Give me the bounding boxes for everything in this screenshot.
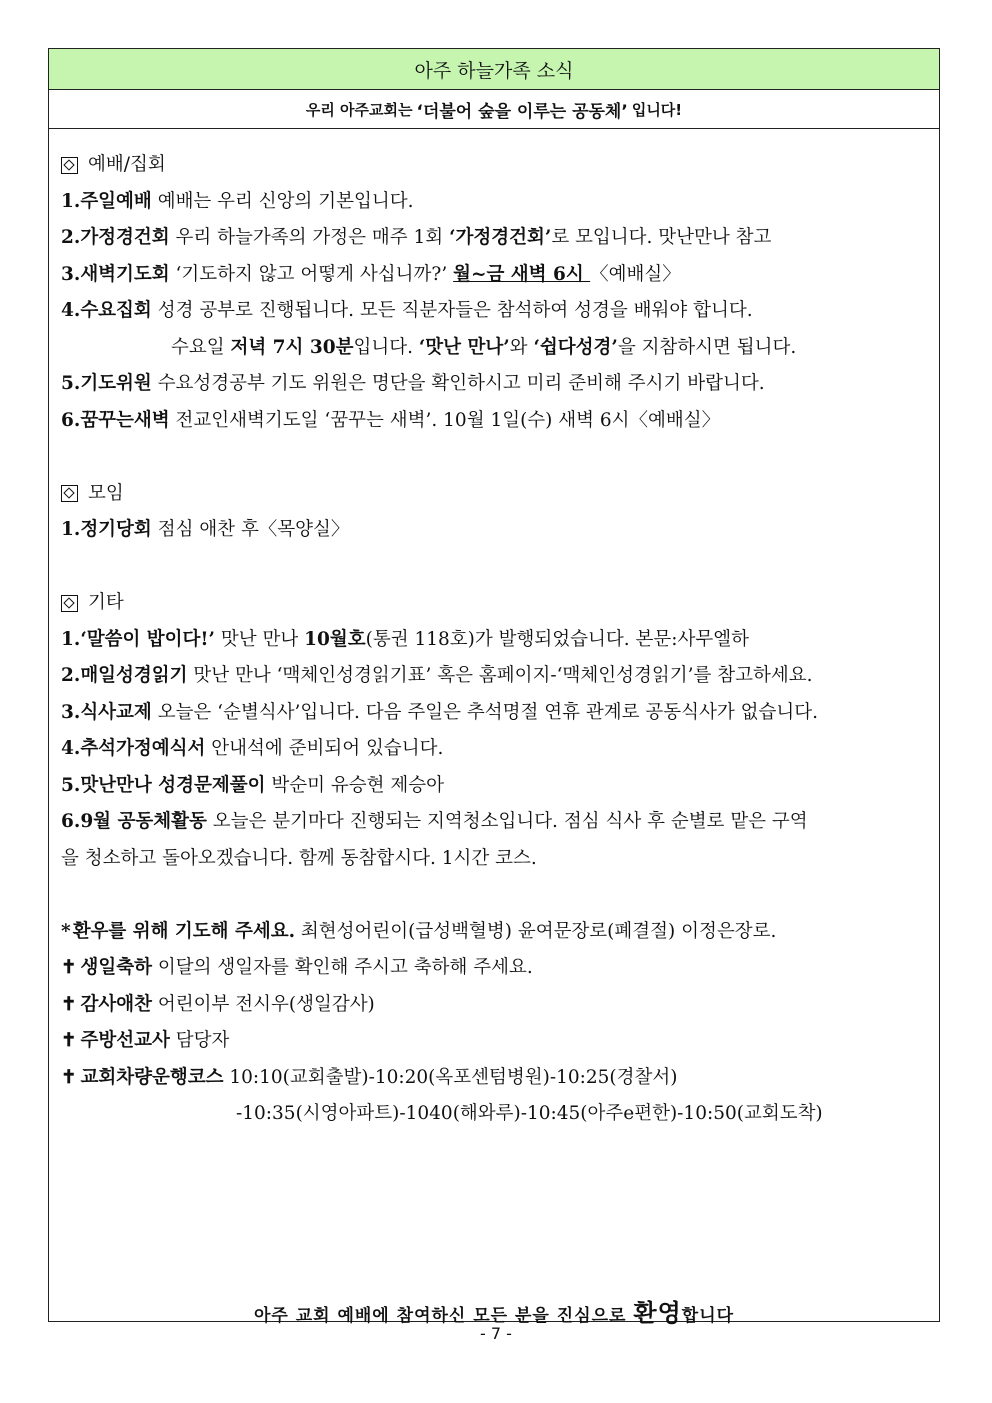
section-meeting-heading (61, 476, 927, 513)
prayer-request (61, 914, 927, 951)
item-label: 3.새벽기도회 (61, 263, 170, 285)
shuttle-course-continued (61, 1096, 927, 1133)
item-emphasis: 월~금 새벽 6시 (453, 263, 591, 285)
item-text: 성경 공부로 진행됩니다. 모든 직분자들은 참석하여 성경을 배워야 합니다. (151, 300, 753, 321)
cross-icon: ✝ (61, 1030, 77, 1051)
etc-item-6 (61, 804, 927, 841)
item-label: 4.수요집회 (61, 300, 152, 321)
birthday-note (61, 950, 927, 987)
worship-item-2 (61, 220, 927, 257)
item-label: 생일축하 (80, 957, 152, 978)
etc-item-6-continued (61, 841, 927, 878)
kitchen-mission-note (61, 1023, 927, 1060)
item-text: 와 (509, 336, 534, 358)
item-label: 6.9월 공동체활동 (61, 811, 207, 832)
item-label: 1.주일예배 (61, 190, 152, 212)
meeting-item-1 (61, 512, 927, 549)
item-label: 4.추석가정예식서 (61, 738, 206, 759)
diamond-box-icon (61, 157, 78, 174)
asterisk-icon: * (61, 920, 71, 942)
item-label: 1.‘말씀이 밥이다!’ (61, 628, 215, 650)
etc-item-3 (61, 695, 927, 732)
item-text: 박순미 유승현 제승아 (265, 774, 444, 796)
item-text: 점심 애찬 후〈목양실〉 (151, 519, 350, 540)
item-label: 2.매일성경읽기 (61, 665, 188, 686)
item-label: 주방선교사 (80, 1030, 170, 1051)
worship-item-4-continued (61, 330, 927, 367)
worship-item-3 (61, 257, 927, 294)
item-text: 어린이부 전시우(생일감사) (152, 993, 375, 1015)
item-text: ‘기도하지 않고 어떻게 사십니까?’ (169, 263, 454, 285)
subtitle-post: 입니다! (631, 100, 683, 119)
shuttle-course-note (61, 1060, 927, 1097)
thanks-meal-note (61, 987, 927, 1024)
item-text: 입니다. (353, 336, 419, 358)
item-text: (통권 118호)가 발행되었습니다. 본문:사무엘하 (365, 628, 749, 650)
etc-item-2 (61, 658, 927, 695)
bulletin-title-text: 아주 하늘가족 소식 (414, 59, 574, 82)
diamond-box-icon (61, 595, 78, 612)
cross-icon: ✝ (61, 957, 77, 978)
diamond-box-icon (61, 485, 78, 502)
welcome-emphasis: 환영 (633, 1298, 682, 1327)
subtitle-pre: 우리 아주교회는 (305, 100, 413, 119)
bulletin-subtitle (49, 90, 939, 129)
welcome-message (49, 1293, 939, 1328)
item-emphasis: 10월호 (304, 628, 366, 650)
worship-item-1 (61, 184, 927, 221)
item-text: 최현성어린이(급성백혈병) 윤여문장로(폐결절) 이정은장로. (295, 920, 777, 942)
item-text: 을 지참하시면 됩니다. (617, 336, 797, 358)
item-text: 을 청소하고 돌아오겠습니다. 함께 동참합시다. 1시간 코스. (61, 847, 537, 869)
item-text: 수요성경공부 기도 위원은 명단을 확인하시고 미리 준비해 주시기 바랍니다. (151, 373, 765, 394)
item-label: 5.기도위원 (61, 373, 152, 394)
item-label: 교회차량운행코스 (80, 1066, 224, 1088)
item-text: 〈예배실〉 (590, 263, 681, 285)
section-worship-heading (61, 147, 927, 184)
subtitle-emphasis: ‘더불어 숲을 이루는 공동체’ (416, 101, 628, 122)
item-text: 전교인새벽기도일 ‘꿈꾸는 새벽’. 10월 1일(수) 새벽 6시〈예배실〉 (169, 409, 721, 431)
item-label: 2.가정경건회 (61, 227, 170, 248)
item-text: 맛난 만나 ‘맥체인성경읽기표’ 혹은 홈페이지-‘맥체인성경읽기’를 참고하세요. (187, 665, 813, 686)
item-label: 1.정기당회 (61, 519, 152, 540)
item-text: -10:35(시영아파트)-1040(해와루)-10:45(아주e편한)-10:50(교회도착) (236, 1103, 823, 1124)
item-label: 감사애찬 (80, 993, 152, 1015)
page-number: - 7 - (480, 1324, 512, 1343)
section-etc-heading (61, 585, 927, 622)
item-emphasis: ‘맛난 만나’ (418, 336, 510, 358)
item-text: 안내석에 준비되어 있습니다. (205, 738, 444, 759)
item-text: 수요일 (171, 336, 231, 358)
etc-item-4 (61, 731, 927, 768)
welcome-text: 합니다 (681, 1306, 735, 1326)
item-text: 우리 하늘가족의 가정은 매주 1회 (169, 227, 450, 248)
item-label: 환우를 위해 기도해 주세요. (72, 920, 296, 942)
section-worship-title: 예배/집회 (88, 154, 166, 175)
bulletin-content (49, 129, 939, 1133)
item-emphasis: ‘쉽다성경’ (533, 336, 618, 358)
worship-item-6 (61, 403, 927, 440)
item-label: 6.꿈꾸는새벽 (61, 409, 170, 431)
item-text: 로 모입니다. 맛난만나 참고 (551, 227, 772, 248)
item-text: 예배는 우리 신앙의 기본입니다. (151, 190, 414, 212)
item-text: 담당자 (169, 1030, 230, 1051)
item-text: 이달의 생일자를 확인해 주시고 축하해 주세요. (152, 957, 533, 978)
section-etc-title: 기타 (88, 592, 124, 613)
bulletin-frame (48, 48, 940, 1327)
item-text: 맛난 만나 (214, 628, 305, 650)
welcome-text: 아주 교회 예배에 참여하신 모든 분을 진심으로 (253, 1306, 634, 1326)
item-text: 10:10(교회출발)-10:20(옥포센텀병원)-10:25(경찰서) (223, 1066, 678, 1088)
item-emphasis: ‘가정경건회’ (449, 227, 552, 248)
cross-icon: ✝ (61, 993, 77, 1015)
item-text: 오늘은 분기마다 진행되는 지역청소입니다. 점심 식사 후 순별로 맡은 구역 (206, 811, 808, 832)
cross-icon: ✝ (61, 1066, 77, 1088)
item-label: 5.맛난만나 성경문제풀이 (61, 774, 266, 796)
bulletin-title (49, 49, 939, 90)
item-label: 3.식사교제 (61, 701, 152, 723)
etc-item-5 (61, 768, 927, 805)
item-text: 오늘은 ‘순별식사’입니다. 다음 주일은 추석명절 연휴 관계로 공동식사가 없습니다. (151, 701, 819, 723)
item-emphasis: 저녁 7시 30분 (230, 336, 354, 358)
worship-item-5 (61, 366, 927, 403)
section-meeting-title: 모임 (88, 482, 124, 504)
worship-item-4 (61, 293, 927, 330)
etc-item-1 (61, 622, 927, 659)
